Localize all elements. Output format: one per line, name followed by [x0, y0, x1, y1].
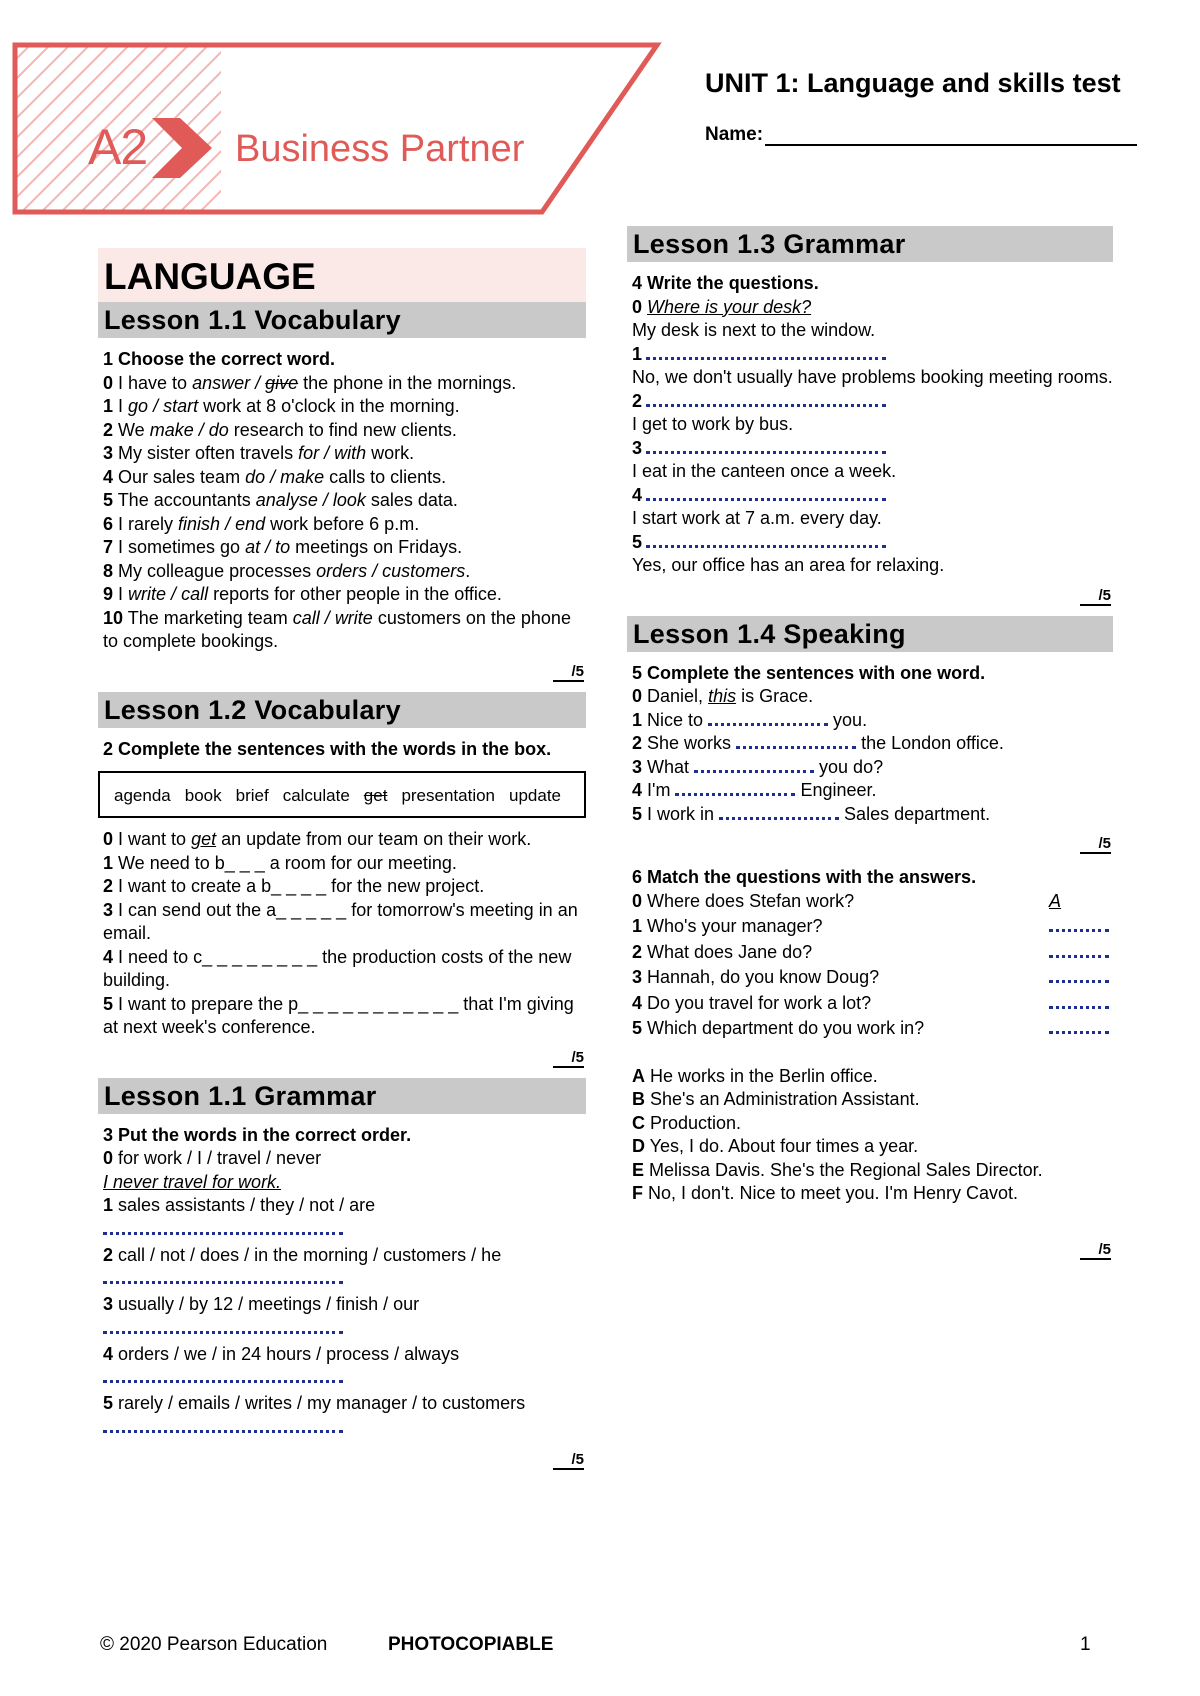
text: I can send out the a_ _ _ _ _ for tomorrow's meeting in an email.: [103, 899, 578, 943]
given-answer: Yes, our office has an area for relaxing.: [632, 555, 945, 575]
answer-line[interactable]: [98, 1218, 586, 1244]
given-answer: I start work at 7 a.m. every day.: [632, 508, 882, 528]
section-heading: Lesson 1.4 Speaking: [627, 616, 1113, 652]
example-sentence: 0 I want to get an update from our team on their work.: [103, 829, 532, 849]
answer-letter: A: [632, 1065, 645, 1086]
text: I want to create a b_ _ _ _ for the new project.: [113, 876, 485, 896]
match-question: [627, 941, 1113, 967]
item-number: 2: [632, 390, 643, 411]
dotted-line[interactable]: [708, 712, 828, 726]
order-item: [98, 1392, 586, 1416]
answer-line[interactable]: [98, 1366, 586, 1392]
item-number: 4: [103, 946, 114, 967]
example-prompt: 0 for work / I / travel / never: [103, 1148, 322, 1168]
text: I have to: [113, 372, 193, 393]
answer-line[interactable]: [98, 1317, 586, 1343]
order-item: [98, 1293, 586, 1317]
word-item: [627, 732, 1113, 756]
dotted-line[interactable]: [1049, 969, 1109, 983]
left-column: [98, 248, 586, 1480]
example-sentence: 0 Daniel, this is Grace.: [632, 686, 814, 706]
item-number: 2: [632, 941, 643, 962]
instruction: 1 Choose the correct word.: [103, 349, 336, 369]
separator: /: [193, 419, 209, 440]
dotted-line[interactable]: [1049, 1020, 1109, 1034]
option-a[interactable]: call: [292, 607, 320, 628]
text: My colleague processes: [113, 560, 317, 581]
text: usually / by 12 / meetings / finish / our: [113, 1294, 420, 1314]
dotted-line[interactable]: [646, 534, 886, 548]
separator: /: [319, 443, 335, 463]
choice-item: [98, 466, 586, 490]
order-item: [98, 1194, 586, 1218]
item-number: 2: [103, 876, 114, 896]
section-heading: Lesson 1.1 Vocabulary: [98, 302, 586, 338]
separator: /: [317, 490, 333, 510]
separator: /: [220, 513, 236, 534]
text: customers on the phone to complete bookings.: [103, 607, 571, 651]
option-b[interactable]: start: [163, 396, 199, 416]
text: Production.: [645, 1112, 742, 1133]
text: I rarely: [113, 513, 179, 534]
box-word: brief: [235, 786, 269, 805]
text: you do?: [814, 756, 884, 777]
item-number: 0: [103, 372, 114, 393]
instruction: 2 Complete the sentences with the words in the box.: [103, 738, 552, 759]
item-number: 3: [632, 437, 643, 458]
text: call / not / does / in the morning / customers / he: [113, 1244, 502, 1265]
text: Engineer.: [795, 780, 877, 800]
order-item: [98, 1343, 586, 1367]
dotted-line[interactable]: [646, 346, 886, 360]
item-number: 5: [103, 490, 114, 510]
section-1-3-grammar: [627, 226, 1113, 608]
text: the phone in the mornings.: [298, 372, 517, 393]
text: work before 6 p.m.: [265, 513, 420, 534]
text: I work in: [642, 803, 720, 824]
item-number: 1: [103, 396, 114, 416]
instruction: 6 Match the questions with the answers.: [632, 867, 977, 887]
text: Yes, I do. About four times a year.: [645, 1136, 919, 1156]
s5-items: [627, 709, 1113, 827]
item-number: 1: [632, 916, 643, 936]
logo-level: A2: [88, 119, 148, 175]
text: Melissa Davis. She's the Regional Sales Director.: [644, 1159, 1043, 1180]
s4-items: [627, 343, 1113, 578]
answer-slot[interactable]: [1049, 992, 1113, 1018]
item-number: 4: [103, 1343, 114, 1364]
answer-letter: E: [632, 1159, 645, 1180]
dotted-line[interactable]: [675, 782, 795, 796]
text: He works in the Berlin office.: [645, 1065, 878, 1086]
text: Our sales team: [113, 466, 246, 487]
box-word: presentation: [401, 786, 496, 805]
section-1-1-grammar: [98, 1078, 586, 1472]
option-b[interactable]: to: [275, 537, 291, 557]
match-answer: [627, 1088, 1113, 1112]
word-box: [98, 771, 586, 818]
box-word: update: [509, 786, 562, 805]
dotted-line[interactable]: [1049, 995, 1109, 1009]
question-item: [627, 343, 1113, 367]
match-answer: [627, 1182, 1113, 1206]
text: She works: [642, 733, 737, 753]
name-input-line[interactable]: [765, 126, 1137, 146]
text: I sometimes go: [113, 537, 246, 557]
option-a[interactable]: finish: [178, 513, 221, 534]
item-number: 4: [632, 484, 643, 505]
dotted-line[interactable]: [1049, 944, 1109, 958]
text: We: [113, 419, 150, 440]
item-number: 5: [632, 803, 643, 824]
choice-item: [98, 489, 586, 513]
choice-item: [98, 372, 586, 396]
question: [632, 966, 879, 992]
text: work.: [366, 443, 415, 463]
example-answer: My desk is next to the window.: [632, 320, 876, 340]
item-number: 5: [632, 531, 643, 552]
answer-line[interactable]: [98, 1416, 586, 1442]
score: /5: [98, 660, 586, 684]
item-number: 2: [632, 733, 643, 753]
item-number: 4: [632, 992, 643, 1013]
item-number: 10: [103, 607, 124, 628]
text: She's an Administration Assistant.: [645, 1089, 920, 1109]
instruction: 5 Complete the sentences with one word.: [632, 662, 986, 683]
photocopiable-label: PHOTOCOPIABLE: [388, 1634, 554, 1655]
text: I want to prepare the p_ _ _ _ _ _ _ _ _ _ _ that I'm giving at next week's conference.: [103, 993, 574, 1037]
option-b[interactable]: with: [334, 443, 367, 463]
language-heading: LANGUAGE: [98, 248, 586, 302]
option-a[interactable]: analyse: [255, 490, 318, 510]
match-answer: [627, 1135, 1113, 1159]
option-a[interactable]: orders: [316, 560, 368, 581]
option-b[interactable]: do: [208, 419, 229, 440]
text: you.: [828, 709, 868, 730]
dotted-line[interactable]: [103, 1369, 343, 1383]
logo-chevron-icon: [150, 116, 220, 180]
item-number: 1: [103, 852, 114, 873]
answer-slot[interactable]: [1049, 941, 1113, 967]
separator: /: [260, 537, 276, 557]
text: sales data.: [365, 490, 458, 510]
word-item: [627, 803, 1113, 827]
s2-items: [98, 852, 586, 1040]
separator: /: [148, 396, 164, 416]
answer-letter: C: [632, 1112, 645, 1133]
question: [632, 992, 871, 1018]
option-b[interactable]: look: [332, 490, 366, 510]
option-a[interactable]: do: [245, 466, 266, 487]
dotted-line[interactable]: [103, 1320, 343, 1334]
item-number: 4: [632, 780, 643, 800]
section-heading: Lesson 1.3 Grammar: [627, 226, 1113, 262]
choice-item: [98, 607, 586, 654]
option-b[interactable]: customers: [382, 560, 466, 581]
question-item: [627, 437, 1113, 461]
dotted-line[interactable]: [694, 759, 814, 773]
answer-letter: B: [632, 1089, 645, 1109]
text: research to find new clients.: [228, 419, 457, 440]
option-a[interactable]: answer: [192, 372, 251, 393]
s1-items: [98, 372, 586, 654]
match-answer: [627, 1112, 1113, 1136]
gap-item: [98, 993, 586, 1040]
text: .: [465, 560, 471, 581]
section-1-4-speaking: [627, 616, 1113, 857]
box-word: agenda: [114, 786, 171, 805]
dotted-line[interactable]: [719, 806, 839, 820]
score: /5: [627, 1238, 1113, 1262]
text: I need to c_ _ _ _ _ _ _ _ the production costs of the new building.: [103, 946, 572, 990]
order-item: [98, 1244, 586, 1268]
choice-item: [98, 419, 586, 443]
match-answer: [627, 1159, 1113, 1183]
copyright: © 2020 Pearson Education: [100, 1634, 328, 1655]
word-item: [627, 756, 1113, 780]
box-word: get: [363, 786, 388, 805]
question: [632, 915, 823, 941]
text: Do you travel for work a lot?: [642, 992, 872, 1013]
text: Who's your manager?: [642, 916, 823, 936]
text: I'm: [642, 780, 676, 800]
question: [632, 941, 812, 967]
gap-item: [98, 899, 586, 946]
gap-item: [98, 946, 586, 993]
s3-items: [98, 1194, 586, 1442]
item-number: 7: [103, 537, 114, 557]
choice-item: [98, 536, 586, 560]
text: I: [113, 396, 129, 416]
answer-letter: F: [632, 1183, 643, 1203]
answer-slot[interactable]: [1049, 966, 1113, 992]
option-b[interactable]: give: [265, 372, 299, 393]
text: Which department do you work in?: [642, 1018, 925, 1038]
question-item: [627, 531, 1113, 555]
item-number: 9: [103, 584, 114, 604]
separator: /: [250, 372, 266, 393]
option-a[interactable]: go: [128, 396, 149, 416]
item-number: 2: [103, 1244, 114, 1265]
dotted-line[interactable]: [103, 1270, 343, 1284]
item-number: 5: [103, 1393, 114, 1413]
name-label: Name:: [705, 124, 764, 145]
option-a[interactable]: for: [298, 443, 320, 463]
box-word: book: [184, 786, 222, 805]
section-heading: Lesson 1.2 Vocabulary: [98, 692, 586, 728]
item-number: 3: [103, 1294, 114, 1314]
score: /5: [627, 832, 1113, 856]
separator: /: [265, 466, 281, 487]
option-b[interactable]: call: [181, 584, 209, 604]
match-question: [627, 1017, 1113, 1043]
section-match: [627, 866, 1113, 1262]
option-a[interactable]: at: [245, 537, 261, 557]
text: No, I don't. Nice to meet you. I'm Henry Cavot.: [643, 1183, 1019, 1203]
option-a[interactable]: write: [128, 584, 167, 604]
dotted-line[interactable]: [646, 440, 886, 454]
option-a[interactable]: make: [149, 419, 194, 440]
word-item: [627, 779, 1113, 803]
item-number: 3: [632, 756, 643, 777]
option-b[interactable]: end: [235, 513, 266, 534]
separator: /: [367, 560, 383, 581]
section-heading: Lesson 1.1 Grammar: [98, 1078, 586, 1114]
match-example: 0 Where does Stefan work? A: [632, 890, 1062, 911]
text: calls to clients.: [324, 466, 447, 487]
item-number: 1: [632, 343, 643, 364]
text: reports for other people in the office.: [208, 584, 502, 604]
dotted-line[interactable]: [736, 735, 856, 749]
instruction: 4 Write the questions.: [632, 273, 819, 293]
match-answer: [627, 1065, 1113, 1089]
item-number: 1: [103, 1195, 114, 1215]
dotted-line[interactable]: [646, 487, 886, 501]
score: /5: [98, 1448, 586, 1472]
text: Nice to: [642, 709, 709, 730]
text: We need to b_ _ _ a room for our meeting.: [113, 852, 457, 873]
separator: /: [319, 607, 335, 628]
text: orders / we / in 24 hours / process / always: [113, 1343, 460, 1364]
match-question: [627, 915, 1113, 941]
instruction: 3 Put the words in the correct order.: [103, 1124, 412, 1145]
match-question: [627, 992, 1113, 1018]
text: What: [642, 756, 695, 777]
question-item: [627, 390, 1113, 414]
example-question: 0 Where is your desk?: [632, 296, 812, 317]
option-b[interactable]: make: [280, 466, 325, 487]
unit-title: UNIT 1: Language and skills test: [705, 68, 1121, 98]
item-number: 4: [103, 466, 114, 487]
text: Sales department.: [839, 803, 991, 824]
item-number: 5: [632, 1018, 643, 1038]
item-number: 8: [103, 560, 114, 581]
text: What does Jane do?: [642, 941, 813, 962]
right-column: [627, 226, 1113, 1270]
question: [632, 1017, 924, 1043]
text: sales assistants / they / not / are: [113, 1195, 376, 1215]
choice-item: [98, 513, 586, 537]
answer-line[interactable]: [98, 1267, 586, 1293]
text: I: [113, 584, 129, 604]
item-number: 1: [632, 709, 643, 730]
name-row: [705, 124, 1137, 146]
item-number: 2: [103, 419, 114, 440]
item-number: 6: [103, 513, 114, 534]
text: meetings on Fridays.: [290, 537, 463, 557]
question-item: [627, 484, 1113, 508]
separator: /: [166, 584, 182, 604]
item-number: 3: [632, 967, 643, 987]
item-number: 5: [103, 993, 114, 1014]
dotted-line[interactable]: [1049, 918, 1109, 932]
choice-item: [98, 583, 586, 607]
match-question: [627, 966, 1113, 992]
given-answer: I get to work by bus.: [632, 414, 794, 434]
example-answer: I never travel for work.: [103, 1171, 282, 1192]
page-number: 1: [1080, 1634, 1091, 1655]
choice-item: [98, 395, 586, 419]
item-number: 3: [103, 443, 114, 463]
choice-item: [98, 442, 586, 466]
dotted-line[interactable]: [103, 1419, 343, 1433]
logo-name: Business Partner: [235, 128, 525, 170]
section-1-2-vocabulary: [98, 692, 586, 1070]
answer-slot[interactable]: [1049, 915, 1113, 941]
text: work at 8 o'clock in the morning.: [198, 396, 460, 416]
gap-item: [98, 852, 586, 876]
box-word: calculate: [282, 786, 350, 805]
score: /5: [627, 584, 1113, 608]
text: The accountants: [113, 490, 256, 510]
text: My sister often travels: [113, 443, 299, 463]
item-number: 3: [103, 899, 114, 920]
text: rarely / emails / writes / my manager / to customers: [113, 1393, 526, 1413]
s6-answers: [627, 1065, 1113, 1206]
dotted-line[interactable]: [103, 1221, 343, 1235]
option-b[interactable]: write: [334, 607, 373, 628]
choice-item: [98, 560, 586, 584]
text: the London office.: [856, 733, 1004, 753]
word-item: [627, 709, 1113, 733]
answer-letter: D: [632, 1136, 645, 1156]
s6-questions: [627, 915, 1113, 1043]
section-1-1-vocabulary: [98, 302, 586, 684]
dotted-line[interactable]: [646, 393, 886, 407]
text: The marketing team: [123, 607, 293, 628]
answer-slot[interactable]: [1049, 1017, 1113, 1043]
given-answer: I eat in the canteen once a week.: [632, 461, 897, 481]
given-answer: No, we don't usually have problems booking meeting rooms.: [632, 367, 1113, 387]
text: Hannah, do you know Doug?: [642, 967, 880, 987]
score: /5: [98, 1046, 586, 1070]
gap-item: [98, 875, 586, 899]
